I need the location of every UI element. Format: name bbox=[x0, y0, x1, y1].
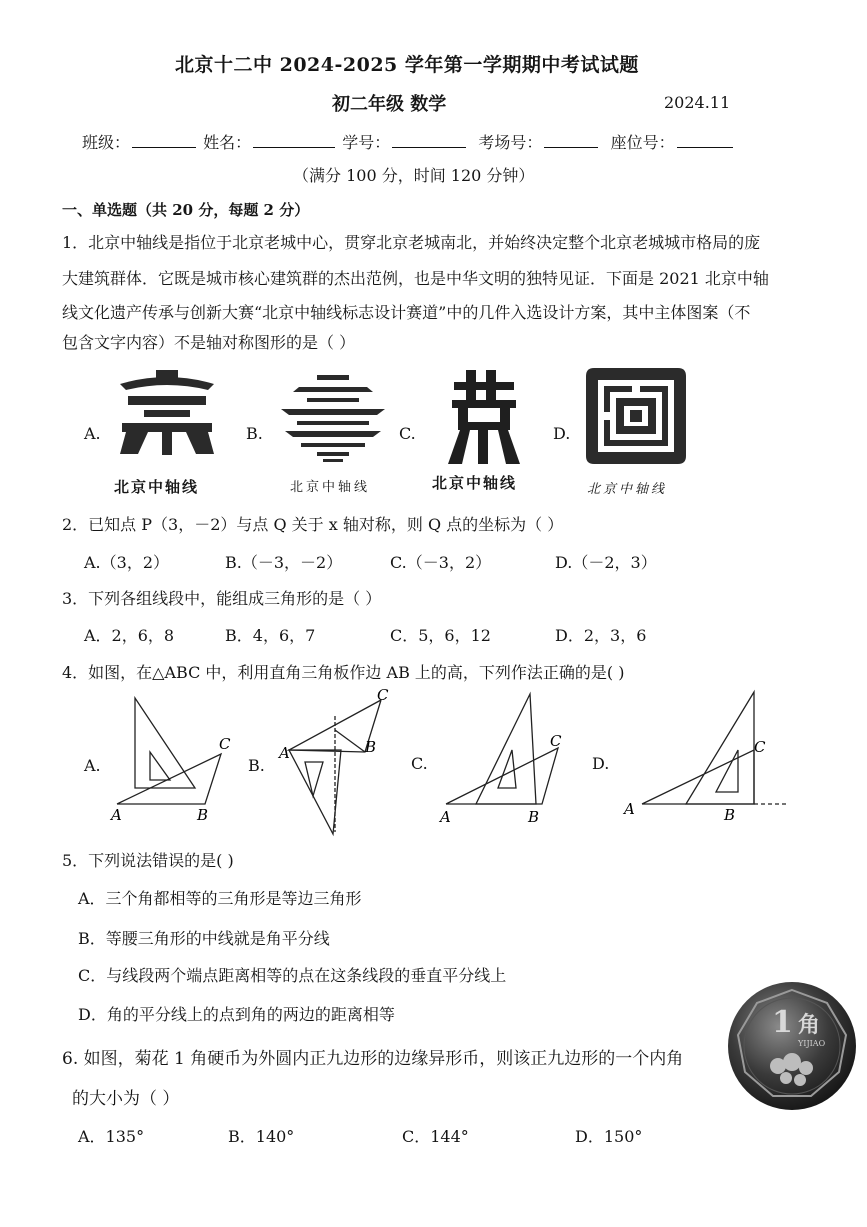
q4c-label-b: B bbox=[528, 808, 540, 826]
q3-option-d[interactable]: D．2，3，6 bbox=[555, 626, 647, 645]
q4-option-b[interactable]: B. bbox=[248, 756, 265, 775]
q2-option-c[interactable]: C.（－3，2） bbox=[390, 553, 492, 572]
logo-c-image bbox=[446, 368, 522, 466]
q1-line-1: 1．北京中轴线是指位于北京老城中心，贯穿北京老城南北，并始终决定整个北京老城城市格局的庞 bbox=[62, 233, 761, 252]
seat-label: 座位号： bbox=[610, 133, 675, 152]
coin-numeral: 1 bbox=[772, 1005, 793, 1040]
q4-figure-b bbox=[275, 686, 395, 838]
name-label: 姓名： bbox=[203, 133, 252, 152]
grade-subject: 初二年级 数学 bbox=[332, 94, 447, 115]
q1-line-3: 线文化遗产传承与创新大赛“北京中轴线标志设计赛道”中的几件入选设计方案，其中主体图案（不 bbox=[62, 303, 751, 322]
q5-option-c[interactable]: C．与线段两个端点距离相等的点在这条线段的垂直平分线上 bbox=[78, 966, 507, 985]
logo-d-image bbox=[584, 366, 688, 466]
q4b-label-a: A bbox=[279, 744, 290, 762]
q5-option-a[interactable]: A．三个角都相等的三角形是等边三角形 bbox=[78, 889, 362, 908]
q2-stem: 2．已知点 P（3，－2）与点 Q 关于 x 轴对称，则 Q 点的坐标为（ ） bbox=[62, 515, 564, 534]
student-id-blank[interactable] bbox=[392, 133, 466, 148]
q2-option-a[interactable]: A.（3，2） bbox=[84, 553, 170, 572]
exam-title: 北京十二中 2024-2025 学年第一学期期中考试试题 bbox=[175, 54, 639, 76]
q4a-label-a: A bbox=[111, 806, 122, 824]
q6-option-a[interactable]: A．135° bbox=[78, 1127, 145, 1146]
q6-line-2: 的大小为（ ） bbox=[72, 1089, 180, 1109]
q4b-label-c: C bbox=[377, 686, 389, 704]
q1-line-2: 大建筑群体．它既是城市核心建筑群的杰出范例，也是中华文明的独特见证．下面是 2021 北京中轴 bbox=[62, 269, 769, 288]
logo-a-caption: 北京中轴线 bbox=[114, 478, 200, 496]
coin-pinyin: YIJIAO bbox=[798, 1039, 826, 1048]
q1-option-b[interactable]: B. bbox=[246, 424, 263, 443]
seat-blank[interactable] bbox=[677, 133, 733, 148]
coin-image bbox=[726, 980, 858, 1112]
q4-stem: 4．如图，在△ABC 中，利用直角三角板作边 AB 上的高，下列作法正确的是( ) bbox=[62, 663, 625, 682]
q4b-label-b: B bbox=[365, 738, 377, 756]
q4a-label-c: C bbox=[219, 735, 231, 753]
q4-figure-a bbox=[105, 692, 245, 827]
q4-option-a[interactable]: A. bbox=[84, 756, 101, 775]
logo-a-image bbox=[118, 368, 216, 460]
q4-figure-d bbox=[620, 686, 790, 824]
room-label: 考场号： bbox=[478, 133, 543, 152]
logo-b-caption: 北京中轴线 bbox=[290, 480, 371, 495]
name-blank[interactable] bbox=[253, 133, 335, 148]
q2-option-b[interactable]: B.（－3，－2） bbox=[225, 553, 343, 572]
logo-b-image bbox=[277, 373, 389, 463]
q3-option-a[interactable]: A．2，6，8 bbox=[84, 626, 175, 645]
class-label: 班级： bbox=[82, 133, 131, 152]
q5-option-b[interactable]: B．等腰三角形的中线就是角平分线 bbox=[78, 929, 330, 948]
logo-c-caption: 北京中轴线 bbox=[432, 474, 518, 492]
q6-option-c[interactable]: C．144° bbox=[402, 1127, 469, 1146]
q4-option-d[interactable]: D. bbox=[592, 754, 610, 773]
class-blank[interactable] bbox=[132, 133, 196, 148]
q1-line-4: 包含文字内容）不是轴对称图形的是（ ） bbox=[62, 333, 356, 352]
q4-figure-c bbox=[436, 690, 576, 828]
q4c-label-c: C bbox=[550, 732, 562, 750]
q4c-label-a: A bbox=[440, 808, 451, 826]
q4d-label-a: A bbox=[624, 800, 635, 818]
q5-stem: 5．下列说法错误的是( ) bbox=[62, 851, 234, 870]
logo-d-caption: 北京中轴线 bbox=[587, 482, 668, 497]
q5-option-d[interactable]: D．角的平分线上的点到角的两边的距离相等 bbox=[78, 1005, 395, 1024]
coin-unit: 角 bbox=[798, 1012, 821, 1038]
q4-option-c[interactable]: C. bbox=[411, 754, 428, 773]
q3-stem: 3．下列各组线段中，能组成三角形的是（ ） bbox=[62, 589, 382, 608]
q6-line-1: 6. 如图，菊花 1 角硬币为外圆内正九边形的边缘异形币，则该正九边形的一个内角 bbox=[62, 1049, 684, 1069]
q6-option-d[interactable]: D．150° bbox=[575, 1127, 643, 1146]
q4d-label-b: B bbox=[724, 806, 736, 824]
q1-option-a[interactable]: A. bbox=[84, 424, 101, 443]
student-id-label: 学号： bbox=[342, 133, 391, 152]
q6-option-b[interactable]: B．140° bbox=[228, 1127, 295, 1146]
q3-option-b[interactable]: B．4，6，7 bbox=[225, 626, 316, 645]
exam-date: 2024.11 bbox=[664, 93, 731, 112]
section-heading: 一、单选题（共 20 分，每题 2 分） bbox=[62, 201, 310, 219]
student-info-row bbox=[82, 130, 735, 153]
q4d-label-c: C bbox=[754, 738, 766, 756]
score-note: （满分 100 分，时间 120 分钟） bbox=[293, 166, 535, 185]
q1-option-c[interactable]: C. bbox=[399, 424, 416, 443]
q4a-label-b: B bbox=[197, 806, 209, 824]
q3-option-c[interactable]: C．5，6，12 bbox=[390, 626, 491, 645]
q1-option-d[interactable]: D. bbox=[553, 424, 571, 443]
room-blank[interactable] bbox=[544, 133, 598, 148]
q2-option-d[interactable]: D.（－2，3） bbox=[555, 553, 657, 572]
